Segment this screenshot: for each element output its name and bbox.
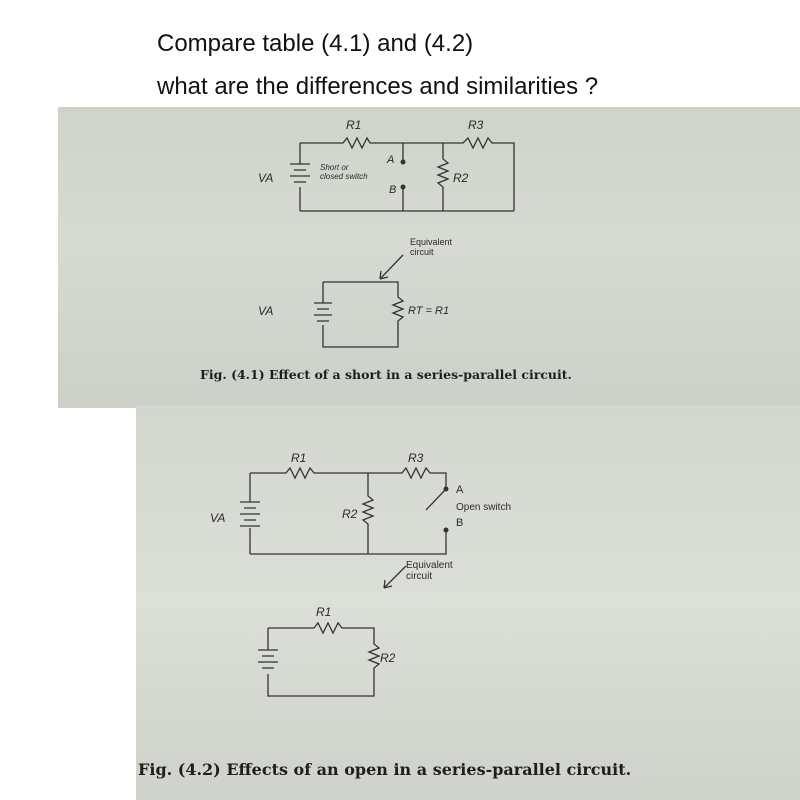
fig2-label-equivalent-2: circuit <box>406 571 433 582</box>
fig2-caption: Fig. (4.2) Effects of an open in a series-parallel circuit. <box>138 760 632 779</box>
fig2-label-equivalent-1: Equivalent <box>406 560 453 571</box>
fig2-arrow <box>384 566 406 588</box>
fig2-battery-va <box>240 502 260 526</box>
fig1-label-short-1: Short or <box>320 163 349 172</box>
fig2-label-r2: R2 <box>342 507 358 521</box>
fig2-label-a: A <box>456 484 464 496</box>
fig2-top-wire-r1-r3 <box>250 468 446 489</box>
fig2-label-r3: R3 <box>408 451 424 465</box>
fig1-equivalent-circuit <box>323 282 403 347</box>
fig1-node-b <box>401 185 406 190</box>
figure-4-2-diagram <box>136 406 800 800</box>
figure-4-2-photo <box>136 406 800 800</box>
fig2-label-eq-r1: R1 <box>316 605 332 619</box>
fig1-label-eq-va: VA <box>258 304 274 318</box>
fig1-equivalent-battery <box>314 303 332 321</box>
fig2-equivalent-circuit <box>268 623 379 696</box>
fig2-label-eq-r2: R2 <box>380 651 396 665</box>
fig2-bottom-wire <box>250 546 446 554</box>
fig1-label-equivalent-2: circuit <box>410 247 434 257</box>
fig1-label-equivalent-1: Equivalent <box>410 237 453 247</box>
figure-4-1-diagram <box>58 107 800 408</box>
fig1-label-r3: R3 <box>468 118 484 132</box>
fig2-equivalent-battery <box>258 650 278 668</box>
figure-4-1-photo <box>58 107 800 408</box>
fig2-label-r1: R1 <box>291 451 307 465</box>
fig2-node-a <box>444 487 449 492</box>
fig1-battery-va <box>290 164 310 182</box>
question-line-1: Compare table (4.1) and (4.2) <box>157 30 474 57</box>
question-line-2: what are the differences and similarities ? <box>157 73 599 100</box>
fig1-label-rt: RT = R1 <box>408 305 450 317</box>
fig2-open-switch-blade <box>426 489 446 510</box>
fig1-arrow <box>380 255 403 279</box>
fig2-label-va: VA <box>210 511 226 525</box>
fig2-node-b <box>444 528 449 533</box>
fig1-r2-branch <box>438 143 448 211</box>
fig1-label-va: VA <box>258 171 274 185</box>
fig1-label-a: A <box>387 154 395 166</box>
fig1-node-a <box>401 160 406 165</box>
fig1-caption: Fig. (4.1) Effect of a short in a series-parallel circuit. <box>200 367 572 382</box>
fig1-label-short-2: closed switch <box>320 172 368 181</box>
fig2-label-open-switch: Open switch <box>456 502 512 513</box>
fig2-r2-branch <box>363 473 373 554</box>
fig1-label-r1: R1 <box>346 118 362 132</box>
fig1-label-r2: R2 <box>453 171 469 185</box>
fig2-label-b: B <box>456 517 464 529</box>
fig1-label-b: B <box>389 184 397 196</box>
